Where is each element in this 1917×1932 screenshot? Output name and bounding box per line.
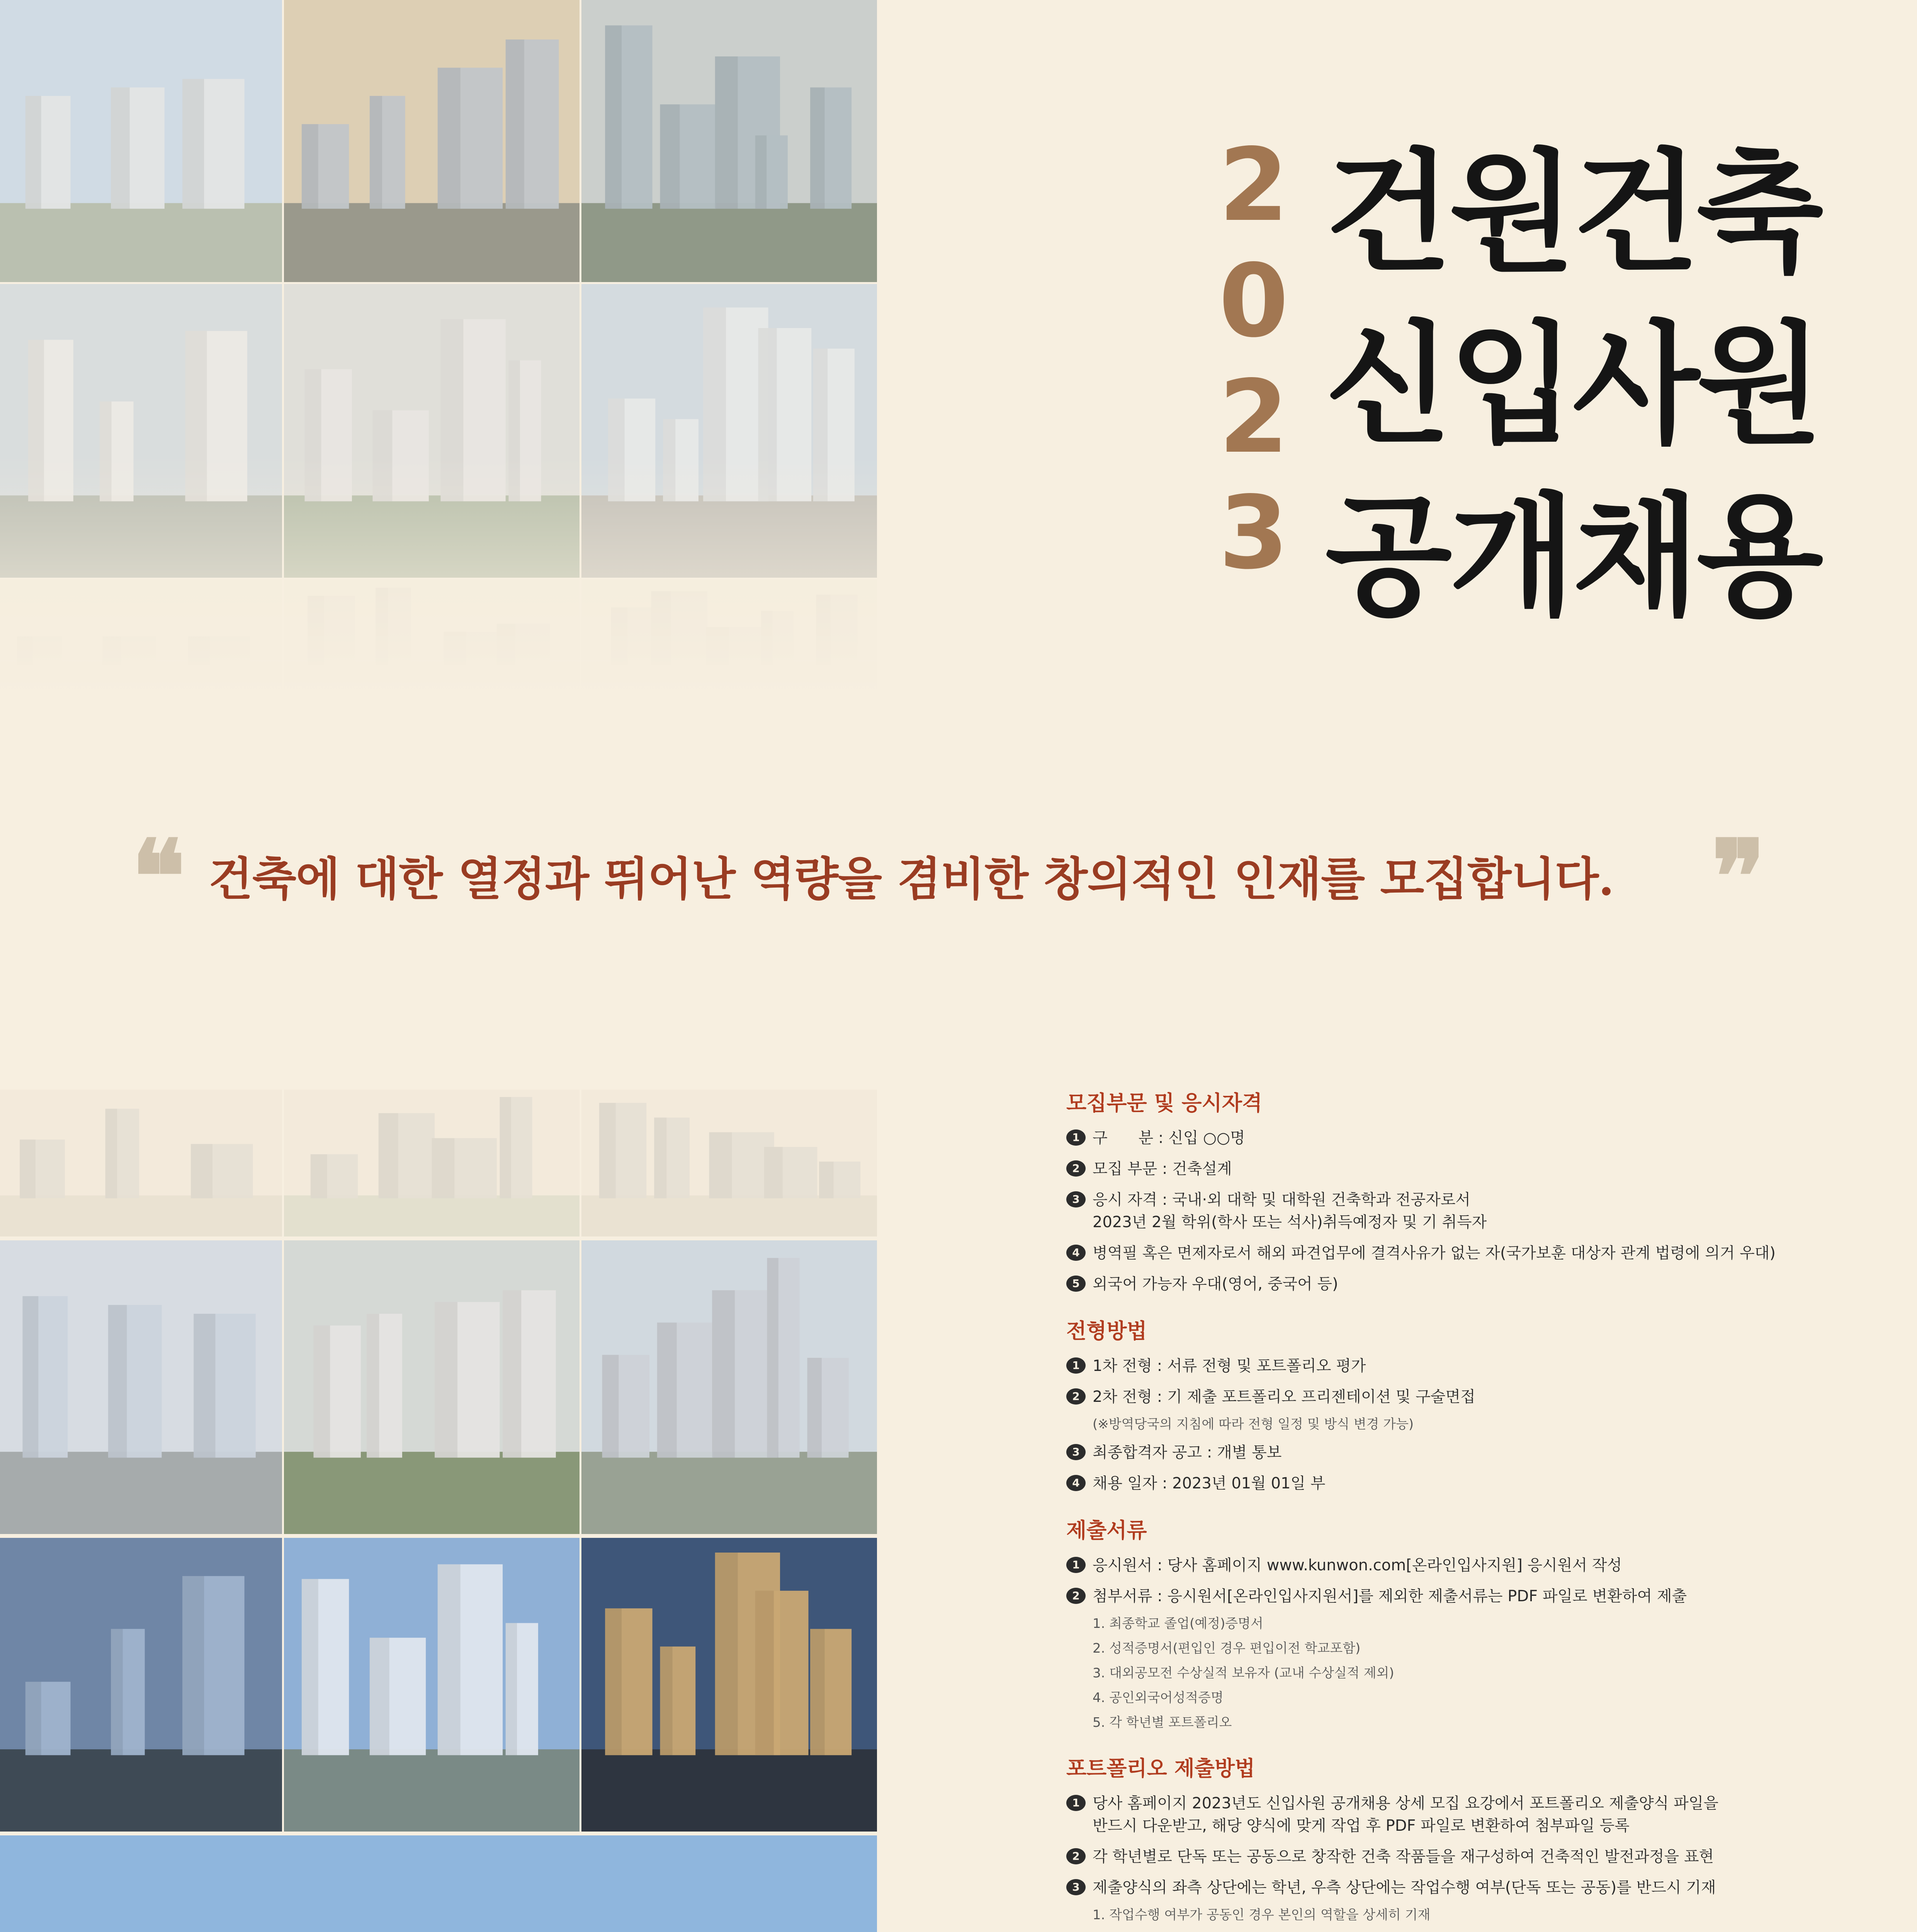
item-text: 2차 전형 : 기 제출 포트폴리오 프리젠테이션 및 구술면접 xyxy=(1093,1388,1475,1406)
item-text-block xyxy=(1093,1386,1839,1408)
item-text-block xyxy=(1093,1273,1839,1295)
info-item xyxy=(1066,1355,1839,1377)
item-text-block xyxy=(1093,1585,1839,1607)
item-number-badge: 2 xyxy=(1066,1388,1086,1405)
item-text-block xyxy=(1093,1189,1839,1233)
item-text-continued: 반드시 다운받고, 해당 양식에 맞게 작업 후 PDF 파일로 변환하여 첨부파일 등록 xyxy=(1093,1817,1630,1835)
item-text-block xyxy=(1093,1441,1839,1464)
info-item xyxy=(1066,1792,1839,1837)
item-number-badge: 1 xyxy=(1066,1557,1086,1573)
tile-glass-office xyxy=(0,1240,282,1534)
tile-aerial-complex xyxy=(581,0,877,282)
section-heading: 포트폴리오 제출방법 xyxy=(1066,1756,1255,1781)
item-number-badge: 1 xyxy=(1066,1795,1086,1811)
item-sub-note: 4. 공인외국어성적증명 xyxy=(1093,1690,1224,1706)
architecture-photo-grid xyxy=(0,0,877,1932)
title-line-company: 건원건축 xyxy=(1325,137,1820,290)
info-item xyxy=(1066,1189,1839,1233)
tile-twin-skyscrapers xyxy=(581,1240,877,1534)
item-sub-note: 1. 작업수행 여부가 공동인 경우 본인의 역할을 상세히 기재 xyxy=(1093,1907,1431,1923)
item-sub-note: 5. 각 학년별 포트폴리오 xyxy=(1093,1715,1232,1730)
info-section xyxy=(1066,1318,1839,1495)
item-number-badge: 2 xyxy=(1066,1588,1086,1604)
tile-faded-lower-1 xyxy=(0,1090,282,1236)
tagline-text: 건축에 대한 열정과 뛰어난 역량을 겸비한 창의적인 인재를 모집합니다. xyxy=(209,852,1614,906)
item-number-badge: 3 xyxy=(1066,1191,1086,1208)
item-number-badge: 4 xyxy=(1066,1475,1086,1491)
section-heading: 전형방법 xyxy=(1066,1319,1147,1343)
year-vertical xyxy=(1217,128,1290,591)
title-lines xyxy=(1325,128,1820,643)
item-text: 외국어 가능자 우대(영어, 중국어 등) xyxy=(1093,1275,1338,1293)
tile-faded-lower-2 xyxy=(284,1090,580,1236)
item-text: 제출양식의 좌측 상단에는 학년, 우측 상단에는 작업수행 여부(단독 또는 공동)를 반드시 기재 xyxy=(1093,1879,1716,1896)
recruitment-details xyxy=(1066,1090,1839,1932)
item-text-block xyxy=(1093,1792,1839,1837)
info-section xyxy=(1066,1517,1839,1733)
info-item xyxy=(1066,1585,1839,1607)
item-number-badge: 5 xyxy=(1066,1276,1086,1292)
item-text-block xyxy=(1093,1158,1839,1180)
item-number-badge: 4 xyxy=(1066,1245,1086,1261)
item-text: 첨부서류 : 응시원서[온라인입사지원서]를 제외한 제출서류는 PDF 파일로 변환하여 제출 xyxy=(1093,1587,1687,1605)
year-digit: 2 xyxy=(1219,359,1289,476)
info-item xyxy=(1066,1158,1839,1180)
item-number-badge: 1 xyxy=(1066,1357,1086,1374)
item-text: 응시 자격 : 국내·외 대학 및 대학원 건축학과 전공자로서 xyxy=(1093,1191,1470,1209)
item-text: 최종합격자 공고 : 개별 통보 xyxy=(1093,1444,1282,1461)
year-digit: 0 xyxy=(1219,243,1289,360)
item-text: 각 학년별로 단독 또는 공동으로 창작한 건축 작품들을 재구성하여 건축적인 발전과정을 표현 xyxy=(1093,1848,1714,1866)
info-item xyxy=(1066,1386,1839,1408)
info-item xyxy=(1066,1554,1839,1577)
item-sub-note: 2. 성적증명서(편입인 경우 편입이전 학교포함) xyxy=(1093,1641,1361,1656)
item-sub-note: 1. 최종학교 졸업(예정)증명서 xyxy=(1093,1616,1263,1631)
item-text: 병역필 혹은 면제자로서 해외 파견업무에 결격사유가 없는 자(국가보훈 대상자 관계 법령에 의거 우대) xyxy=(1093,1244,1776,1262)
tile-highrise-cluster xyxy=(284,0,580,282)
info-item xyxy=(1066,1127,1839,1149)
item-number-badge: 3 xyxy=(1066,1444,1086,1460)
year-digit: 2 xyxy=(1219,127,1289,244)
item-number-badge: 3 xyxy=(1066,1879,1086,1895)
title-line-newhire: 신입사원 xyxy=(1325,309,1820,462)
tile-curved-hospital xyxy=(284,1538,580,1832)
tile-twin-towers-bridge xyxy=(0,0,282,282)
section-heading: 모집부문 및 응시자격 xyxy=(1066,1091,1263,1115)
photo-fade-overlay-top xyxy=(0,456,877,804)
tagline xyxy=(131,818,1793,936)
item-number-badge: 2 xyxy=(1066,1848,1086,1864)
info-item xyxy=(1066,1273,1839,1295)
item-sub-note: 3. 대외공모전 수상실적 보유자 (교내 수상실적 제외) xyxy=(1093,1665,1394,1681)
item-text-block xyxy=(1093,1876,1839,1899)
item-text: 1차 전형 : 서류 전형 및 포트폴리오 평가 xyxy=(1093,1357,1366,1375)
tile-faded-lower-3 xyxy=(581,1090,877,1236)
item-text-block xyxy=(1093,1355,1839,1377)
item-text-block xyxy=(1093,1127,1839,1149)
item-text: 응시원서 : 당사 홈페이지 www.kunwon.com[온라인입사지원] 응시원서 작성 xyxy=(1093,1556,1622,1574)
item-text-block xyxy=(1093,1472,1839,1495)
info-item xyxy=(1066,1876,1839,1899)
tile-wavy-glass-hall xyxy=(0,1835,877,1932)
open-quote-icon: ❝ xyxy=(131,818,185,936)
info-section xyxy=(1066,1090,1839,1295)
info-item xyxy=(1066,1242,1839,1264)
poster-title xyxy=(1217,127,1874,634)
item-text: 채용 일자 : 2023년 01월 01일 부 xyxy=(1093,1475,1326,1492)
item-text: 당사 홈페이지 2023년도 신입사원 공개채용 상세 모집 요강에서 포트폴리오 제출양식 파일을 xyxy=(1093,1794,1718,1812)
info-item xyxy=(1066,1472,1839,1495)
item-number-badge: 2 xyxy=(1066,1160,1086,1177)
tile-hillside-campus xyxy=(284,1240,580,1534)
item-text: 모집 부문 : 건축설계 xyxy=(1093,1160,1232,1178)
info-section xyxy=(1066,1755,1839,1932)
item-text-continued: 2023년 2월 학위(학사 또는 석사)취득예정자 및 기 취득자 xyxy=(1093,1213,1487,1231)
item-sub-note: (※방역당국의 지침에 따라 전형 일정 및 방식 변경 가능) xyxy=(1093,1417,1414,1432)
tile-riverside-office-night xyxy=(0,1538,282,1832)
section-heading: 제출서류 xyxy=(1066,1518,1147,1543)
info-item xyxy=(1066,1845,1839,1868)
close-quote-icon: ❞ xyxy=(1711,818,1766,936)
item-number-badge: 1 xyxy=(1066,1129,1086,1146)
item-text-block xyxy=(1093,1242,1839,1264)
item-text: 구 분 : 신입 ○○명 xyxy=(1093,1129,1245,1147)
item-text-block xyxy=(1093,1845,1839,1868)
title-line-open-recruit: 공개채용 xyxy=(1325,481,1820,634)
item-text-block xyxy=(1093,1554,1839,1577)
year-digit: 3 xyxy=(1219,475,1289,592)
info-item xyxy=(1066,1441,1839,1464)
tile-lit-hall-dusk xyxy=(581,1538,877,1832)
